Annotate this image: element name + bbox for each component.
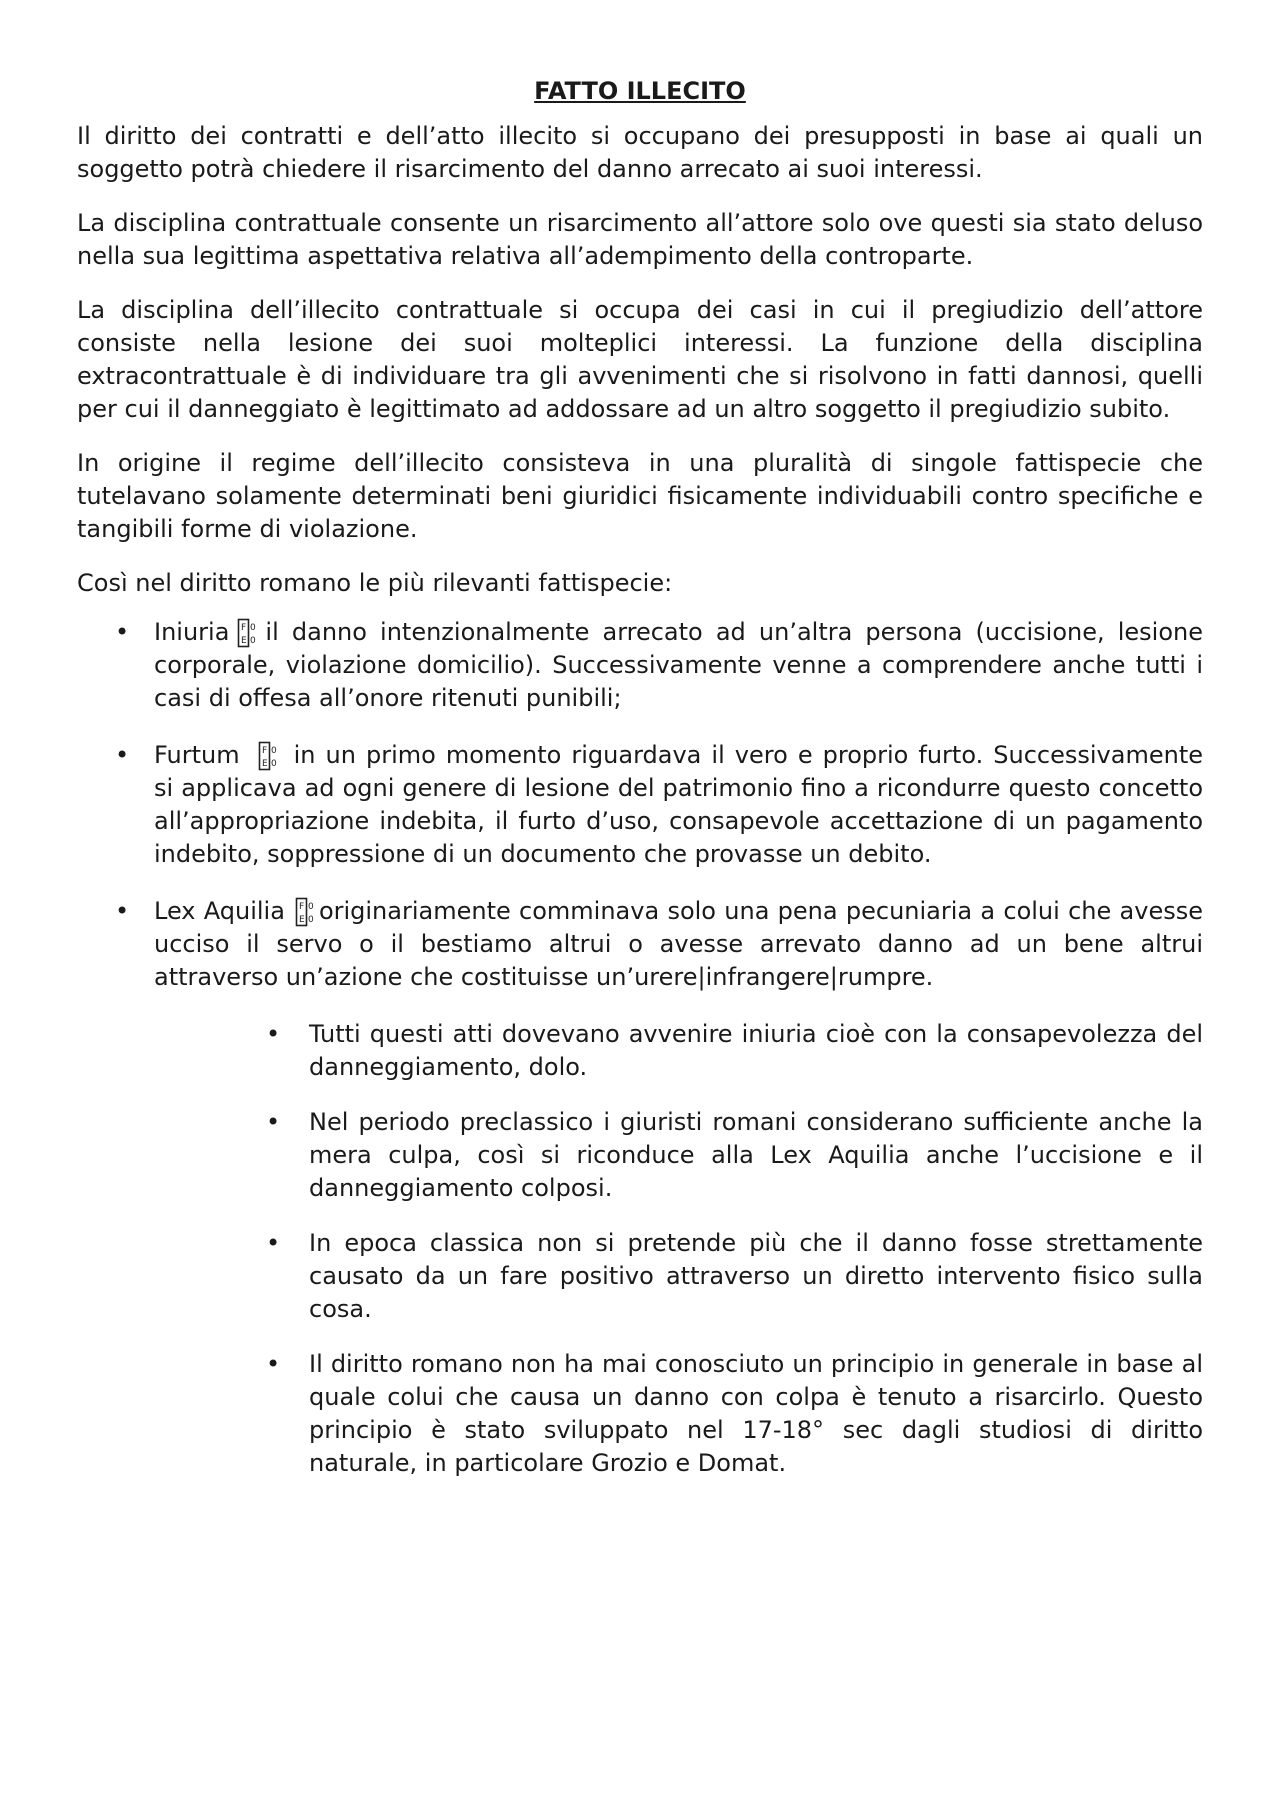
- svg-text:E: E: [241, 636, 248, 646]
- sublist-text: Il diritto romano non ha mai conosciuto un principio in generale in base al quale colui che causa un danno con colpa è tenuto a risarcirlo. Questo principio è stato sviluppato nel 17-18° sec dagli studiosi di diritto naturale, in particolare Grozio e Domat.: [309, 1350, 1203, 1477]
- paragraph-1: Il diritto dei contratti e dell’atto illecito si occupano dei presupposti in base ai quali un soggetto potrà chiedere il risarcimento del danno arrecato ai suoi interessi.: [77, 122, 1203, 183]
- bullet: •: [115, 741, 130, 769]
- sublist-item-2: [232, 1106, 1203, 1205]
- bullet: •: [115, 897, 130, 925]
- svg-text:F: F: [261, 746, 267, 756]
- list-item-lex-aquilia: [77, 895, 1203, 994]
- svg-text:E: E: [261, 759, 268, 769]
- svg-text:0: 0: [250, 623, 257, 633]
- sublist-text: Tutti questi atti dovevano avvenire iniuria cioè con la consapevolezza del danneggiamento, dolo.: [309, 1020, 1203, 1081]
- list-item-furtum: [77, 739, 1203, 871]
- paragraph-2: La disciplina contrattuale consente un risarcimento all’attore solo ove questi sia stato deluso nella sua legittima aspettativa relativa all’adempimento della controparte.: [77, 209, 1203, 270]
- sublist-text: In epoca classica non si pretende più che il danno fosse strettamente causato da un fare positivo attraverso un diretto intervento fisico sulla cosa.: [309, 1229, 1203, 1323]
- paragraph-3: La disciplina dell’illecito contrattuale si occupa dei casi in cui il pregiudizio dell’attore consiste nella lesione dei suoi molteplici interessi. La funzione della disciplina extracontrattuale è di individuare tra gli avvenimenti che si risolvono in fatti dannosi, quelli per cui il danneggiato è legittimato ad addossare ad un altro soggetto il pregiudizio subito.: [77, 296, 1203, 423]
- bullet: •: [266, 1350, 281, 1378]
- missing-glyph-icon: [258, 741, 280, 771]
- list-item-iniuria: [77, 616, 1203, 715]
- paragraph-4: In origine il regime dell’illecito consisteva in una pluralità di singole fattispecie che tutelavano solamente determinati beni giuridici fisicamente individuabili contro specifiche e tangibili forme di violazione.: [77, 449, 1203, 543]
- sublist-item-4: [232, 1348, 1203, 1480]
- paragraph-5: Così nel diritto romano le più rilevanti fattispecie:: [77, 569, 673, 597]
- svg-text:0: 0: [270, 746, 277, 756]
- svg-text:0: 0: [307, 915, 314, 925]
- sublist-text: Nel periodo preclassico i giuristi romani considerano sufficiente anche la mera culpa, così si riconduce alla Lex Aquilia anche l’uccisione e il danneggiamento colposi.: [309, 1108, 1203, 1202]
- fattispecie-list: [77, 616, 1203, 994]
- list-term: Iniuria: [154, 618, 230, 646]
- sublist-item-3: [232, 1227, 1203, 1326]
- svg-text:0: 0: [307, 902, 314, 912]
- svg-text:0: 0: [250, 636, 257, 646]
- bullet: •: [266, 1229, 281, 1257]
- list-text: originariamente comminava solo una pena pecuniaria a colui che avesse ucciso il servo o il bestiamo altrui o avesse arrevato danno ad un bene altrui attraverso un’azione che costituisse un’urere|infrangere|rumpre.: [154, 897, 1203, 991]
- list-text: il danno intenzionalmente arrecato ad un’altra persona (uccisione, lesione corporale, violazione domicilio). Successivamente venne a comprendere anche tutti i casi di offesa all’onore ritenuti punibili;: [154, 618, 1203, 712]
- sublist-item-1: [232, 1018, 1203, 1084]
- missing-glyph-icon: [237, 618, 259, 648]
- svg-text:0: 0: [270, 759, 277, 769]
- list-text: in un primo momento riguardava il vero e proprio furto. Successivamente si applicava ad ogni genere di lesione del patrimonio fino a ricondurre questo concetto all’appropriazione indebita, il furto d’uso, consapevole accettazione di un pagamento indebito, soppressione di un documento che provasse un debito.: [154, 741, 1203, 868]
- svg-text:F: F: [241, 623, 247, 633]
- bullet: •: [266, 1108, 281, 1136]
- svg-text:E: E: [298, 915, 305, 925]
- document-title: FATTO ILLECITO: [534, 77, 746, 105]
- list-term: Furtum: [154, 741, 240, 769]
- bullet: •: [266, 1020, 281, 1048]
- notes-sublist: [232, 1018, 1203, 1480]
- bullet: •: [115, 618, 130, 646]
- svg-text:F: F: [298, 902, 305, 912]
- list-term: Lex Aquilia: [154, 897, 285, 925]
- missing-glyph-icon: [295, 897, 317, 927]
- document-page: [77, 75, 1203, 1502]
